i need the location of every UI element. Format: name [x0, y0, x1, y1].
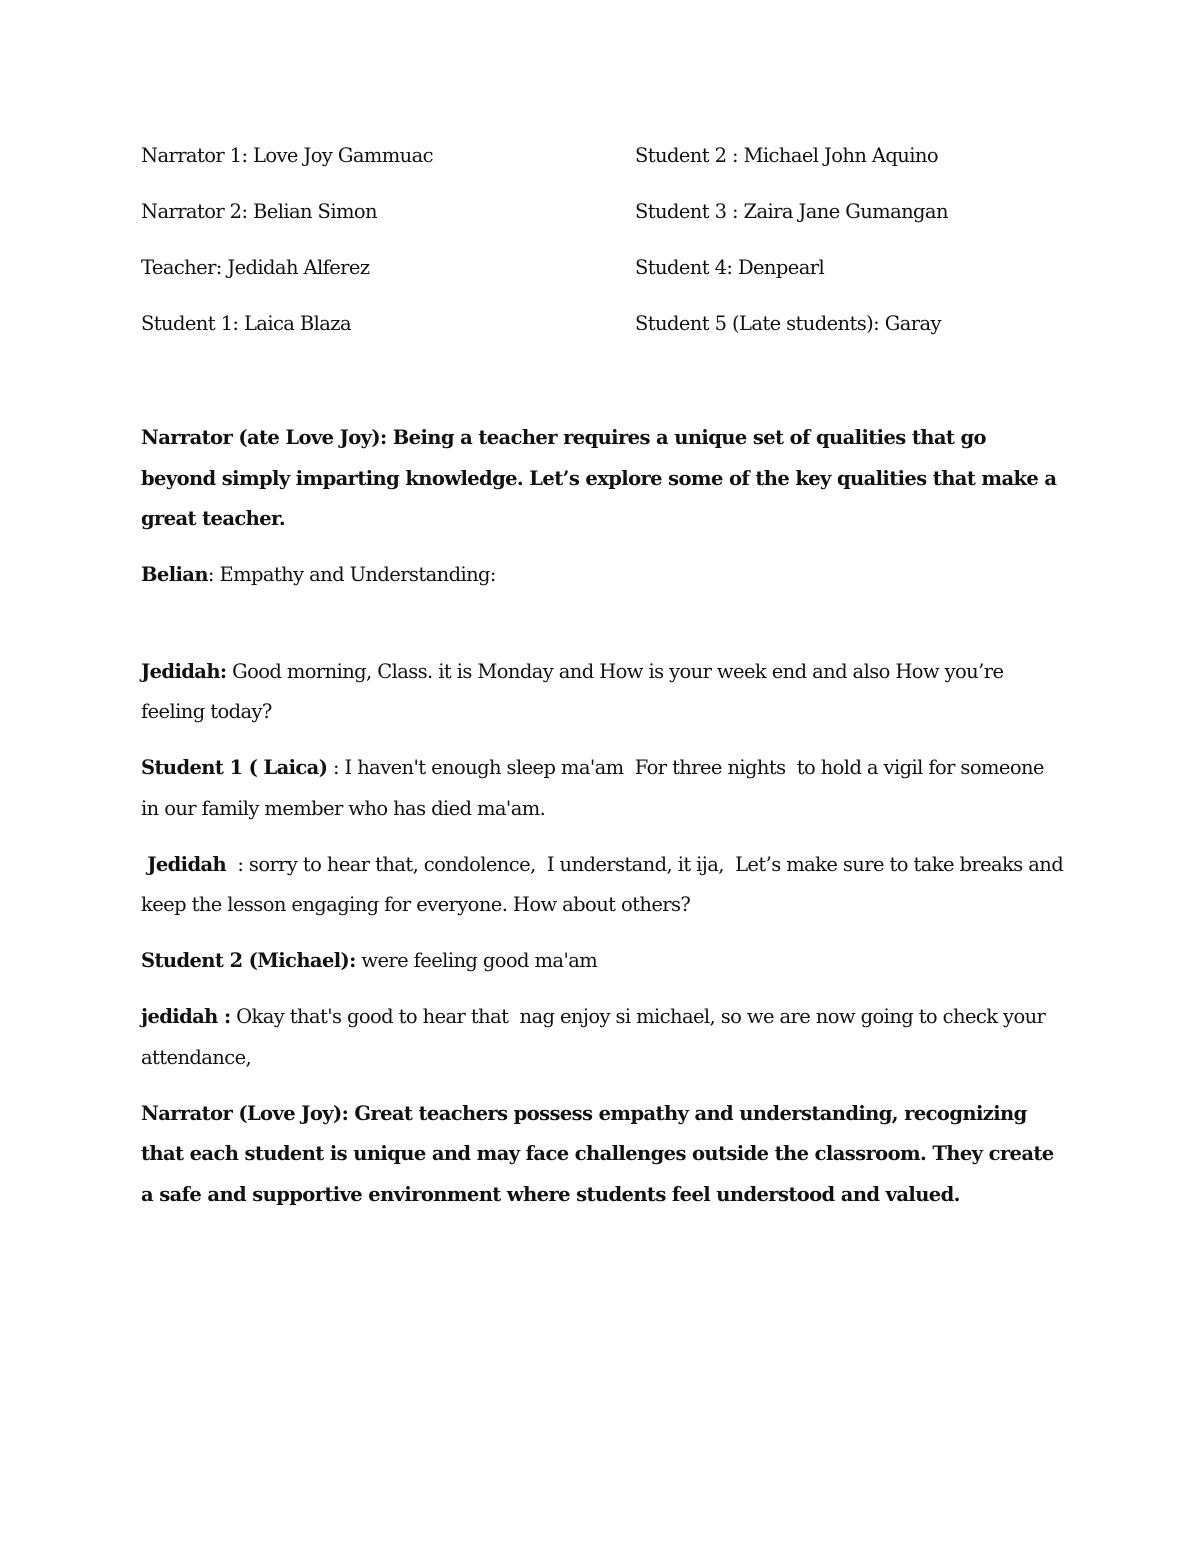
cast-student-2: Student 2 : Michael John Aquino — [635, 144, 938, 167]
student2-line — [141, 941, 1066, 982]
belian-line — [141, 555, 1066, 596]
cast-student-1: Student 1: Laica Blaza — [141, 312, 351, 335]
speaker-label: Jedidah: — [141, 659, 227, 683]
speaker-label: jedidah : — [141, 1005, 231, 1028]
cast-student-3: Student 3 : Zaira Jane Gumangan — [635, 200, 948, 223]
speaker-label: Belian — [141, 563, 208, 586]
speaker-label: Student 2 (Michael): — [141, 949, 356, 972]
speaker-label: Student 1 ( Laica) — [141, 756, 328, 779]
cast-narrator-2: Narrator 2: Belian Simon — [141, 200, 377, 223]
cast-student-4: Student 4: Denpearl — [635, 256, 825, 279]
cast-teacher: Teacher: Jedidah Alferez — [141, 256, 370, 279]
narrator-outro-paragraph: Narrator (Love Joy): Great teachers possess empathy and understanding, recognizing that each student is unique and may face challenges outside the classroom. They create a safe and supportive environment where students feel understood and valued. — [141, 1101, 1054, 1206]
script-body — [141, 418, 1069, 1231]
line-text: Good morning, Class. it is Monday and How is your week end and also How you’re feeling today? — [141, 659, 1009, 723]
line-text: were feeling good ma'am — [355, 949, 598, 972]
jedidah-line-3 — [141, 997, 1066, 1078]
speaker-label: Jedidah — [141, 852, 227, 876]
line-text: : sorry to hear that, condolence, I understand, it ija, Let’s make sure to take breaks and keep the lesson engaging for everyone. How about others? — [141, 852, 1069, 916]
line-text: : I haven't enough sleep ma'am For three nights to hold a vigil for someone in our family member who has died ma'am. — [141, 756, 1050, 820]
cast-list — [141, 138, 1041, 362]
narrator-intro-paragraph: Narrator (ate Love Joy): Being a teacher requires a unique set of qualities that go beyond simply imparting knowledge. Let’s explore some of the key qualities that make a great teacher. — [141, 426, 1057, 530]
cast-narrator-1: Narrator 1: Love Joy Gammuac — [141, 144, 433, 167]
student1-line — [141, 748, 1066, 829]
line-text: : Empathy and Understanding: — [207, 563, 496, 586]
cast-student-5: Student 5 (Late students): Garay — [635, 312, 941, 335]
jedidah-line-1 — [141, 652, 1066, 733]
jedidah-line-2 — [141, 845, 1069, 926]
line-text: Okay that's good to hear that nag enjoy si michael, so we are now going to check your attendance, — [141, 1005, 1051, 1069]
